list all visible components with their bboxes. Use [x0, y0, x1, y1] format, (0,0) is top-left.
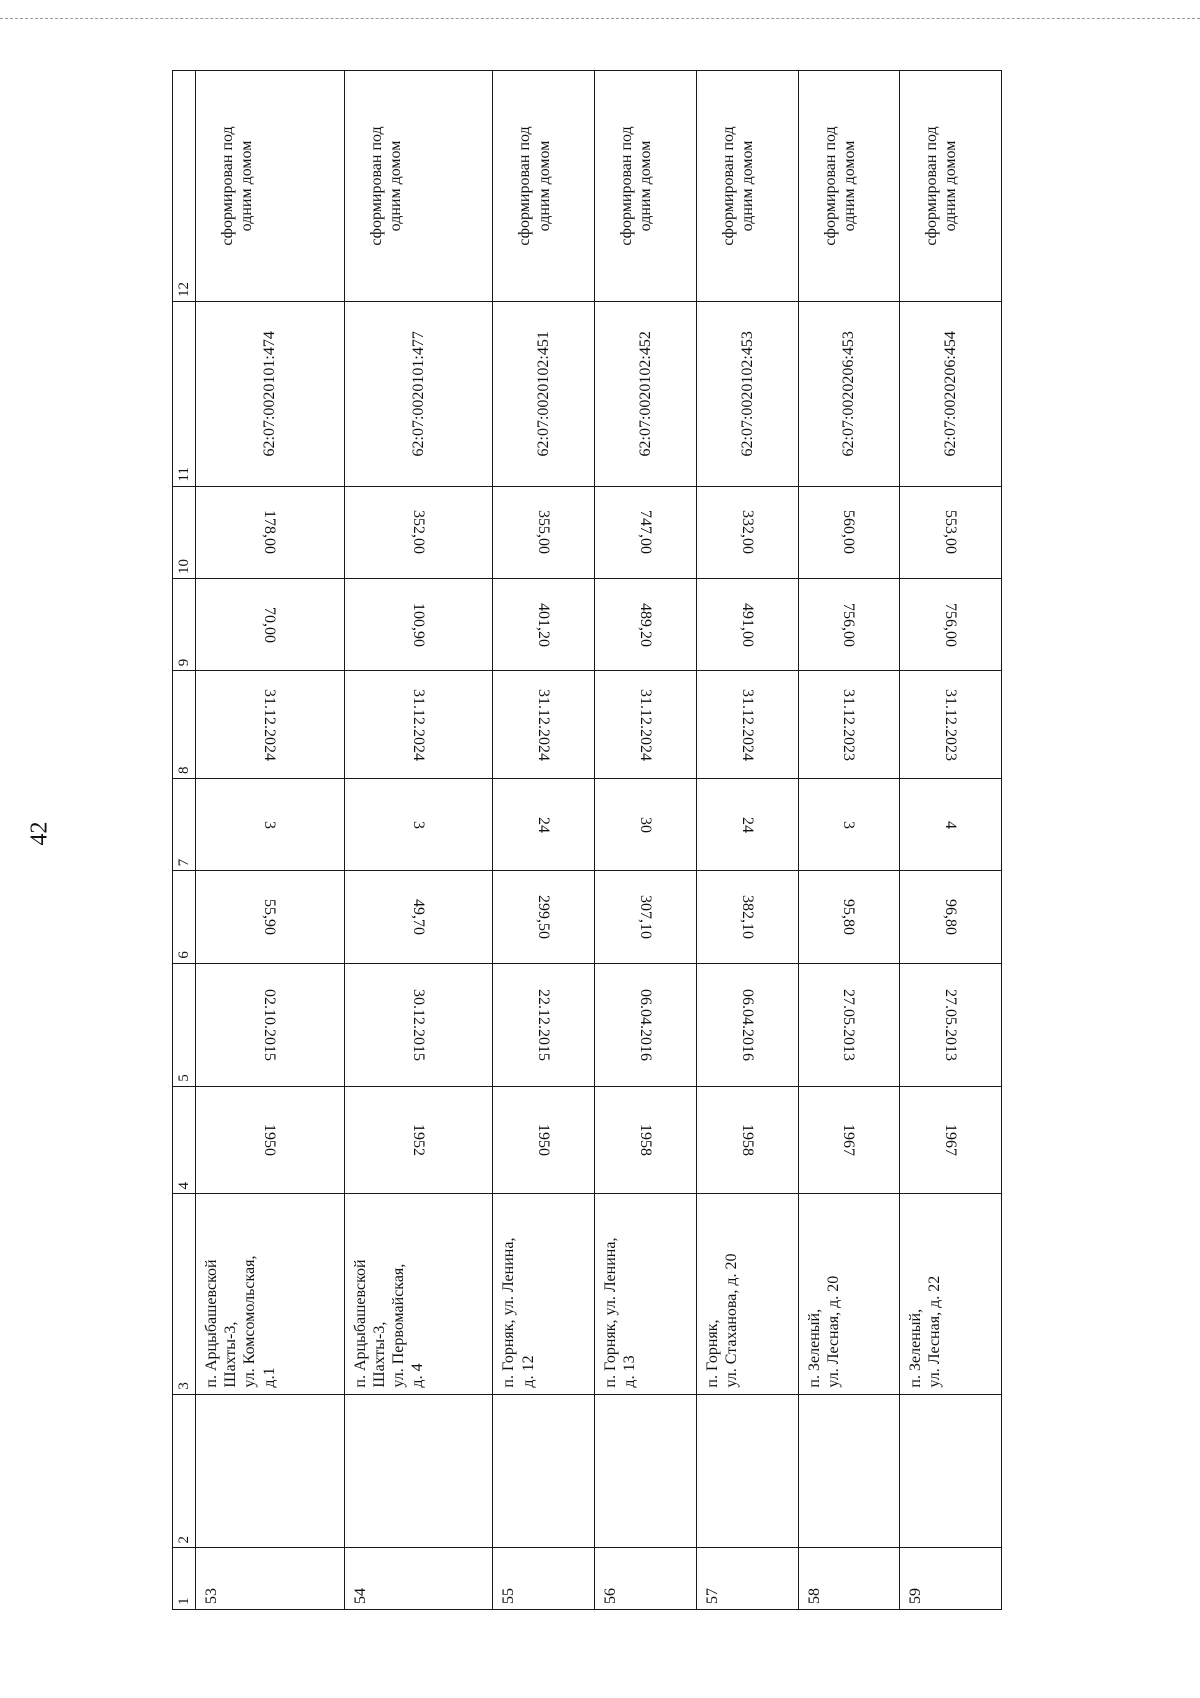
scan-edge-line: [0, 18, 1200, 19]
cadastral-number-cell: 62:07:0020102:451: [493, 301, 595, 486]
land-status-line: сформирован под: [516, 126, 534, 246]
land-status-line: сформирован под: [821, 126, 839, 246]
value-col10-cell-text: 355,00: [535, 510, 553, 555]
build-year-cell-text: 1950: [261, 1124, 279, 1157]
deadline-date-cell: [798, 671, 900, 779]
residents-count-cell: [900, 779, 1002, 871]
land-status-cell: [595, 71, 697, 302]
land-status-line: сформирован под: [367, 126, 385, 246]
value-col9-cell-text: 401,20: [535, 602, 553, 647]
build-year-cell: [696, 1086, 798, 1194]
living-area-cell: [696, 871, 798, 963]
living-area-cell: [344, 871, 493, 963]
land-status-cell: [696, 71, 798, 302]
value-col10-cell: [696, 486, 798, 578]
table-row: [595, 71, 697, 1610]
deadline-date-cell-text: 31.12.2024: [637, 688, 655, 761]
cadastral-number-cell: 62:07:0020206:453: [798, 301, 900, 486]
build-year-cell-text: 1967: [942, 1124, 960, 1157]
living-area-cell-text: 299,50: [535, 895, 553, 939]
cadastral-number-cell: 62:07:0020101:474: [196, 301, 345, 486]
address-line: п. Арцыбашевской: [351, 1259, 369, 1388]
build-year-cell-text: 1950: [535, 1124, 553, 1157]
address-line: ул. Стаханова, д. 20: [723, 1253, 741, 1388]
column-number-header: 6: [173, 871, 196, 963]
address-line: п. Зеленый,: [805, 1308, 823, 1388]
deadline-date-cell: [344, 671, 493, 779]
value-col10-cell-text: 178,00: [261, 510, 279, 555]
living-area-cell: [798, 871, 900, 963]
land-status-cell: [798, 71, 900, 302]
recognition-date-cell-text: 30.12.2015: [410, 988, 428, 1061]
living-area-cell-text: 95,80: [840, 899, 858, 935]
column-number-header: 7: [173, 779, 196, 871]
table-row: [798, 71, 900, 1610]
row-number-cell: 54: [344, 1548, 493, 1610]
residents-count-cell: [344, 779, 493, 871]
table-row: [900, 71, 1002, 1610]
deadline-date-cell: [900, 671, 1002, 779]
value-col10-cell: [798, 486, 900, 578]
land-status-line: одним домом: [942, 140, 960, 232]
column-number-row: [173, 71, 196, 1610]
address-line: п. Горняк, ул. Ленина,: [602, 1237, 620, 1388]
row-number-cell: 59: [900, 1548, 1002, 1610]
build-year-cell-text: 1967: [840, 1124, 858, 1157]
deadline-date-cell-text: 31.12.2024: [535, 688, 553, 761]
value-col9-cell-text: 756,00: [942, 602, 960, 647]
living-area-cell-text: 382,10: [738, 895, 756, 939]
address-line: п. Зеленый,: [907, 1308, 925, 1388]
living-area-cell: [196, 871, 345, 963]
build-year-cell: [196, 1086, 345, 1194]
column-number-header: 10: [173, 486, 196, 578]
recognition-date-cell-text: 27.05.2013: [942, 988, 960, 1061]
living-area-cell: [493, 871, 595, 963]
recognition-date-cell-text: 06.04.2016: [637, 988, 655, 1061]
recognition-date-cell: [493, 963, 595, 1086]
row-number-cell: 53: [196, 1548, 345, 1610]
residents-count-cell-text: 3: [410, 820, 428, 829]
land-status-line: одним домом: [535, 140, 553, 232]
column-number-header: 3: [173, 1194, 196, 1394]
build-year-cell: [344, 1086, 493, 1194]
residents-count-cell-text: 24: [738, 816, 756, 833]
recognition-date-cell-text: 22.12.2015: [535, 988, 553, 1061]
land-status-cell: [900, 71, 1002, 302]
address-line: д. 13: [621, 1355, 639, 1388]
address-line: Шахты-3,: [222, 1321, 240, 1388]
column-number-header: 4: [173, 1086, 196, 1194]
cadastral-number-cell: 62:07:0020102:452: [595, 301, 697, 486]
row-number-cell: 58: [798, 1548, 900, 1610]
residents-count-cell: [798, 779, 900, 871]
living-area-cell-text: 49,70: [410, 899, 428, 935]
living-area-cell: [595, 871, 697, 963]
land-status-line: одним домом: [386, 140, 404, 232]
housing-table: [172, 70, 1002, 1610]
address-line: ул. Лесная, д. 20: [824, 1275, 842, 1388]
residents-count-cell: [196, 779, 345, 871]
value-col10-cell: [900, 486, 1002, 578]
address-line: Шахты-3,: [370, 1321, 388, 1388]
table-body: [196, 71, 1002, 1610]
value-col9-cell: [344, 578, 493, 670]
row-number-cell: 55: [493, 1548, 595, 1610]
address-line: ул. Комсомольская,: [241, 1255, 259, 1388]
build-year-cell: [595, 1086, 697, 1194]
land-status-line: сформирован под: [219, 126, 236, 246]
address-line: п. Горняк,: [703, 1319, 721, 1388]
living-area-cell-text: 307,10: [637, 895, 655, 939]
living-area-cell: [900, 871, 1002, 963]
address-cell: [344, 1194, 493, 1394]
column-2-cell: [798, 1394, 900, 1548]
table-row: [344, 71, 493, 1610]
land-status-line: сформирован под: [618, 126, 636, 246]
address-cell: [595, 1194, 697, 1394]
address-cell: [798, 1194, 900, 1394]
recognition-date-cell: [344, 963, 493, 1086]
value-col9-cell-text: 100,90: [410, 602, 428, 647]
column-2-cell: [900, 1394, 1002, 1548]
column-number-header: 12: [173, 71, 196, 302]
recognition-date-cell: [595, 963, 697, 1086]
row-number-cell: 56: [595, 1548, 697, 1610]
address-line: ул. Лесная, д. 22: [926, 1275, 944, 1388]
row-number-cell: 57: [696, 1548, 798, 1610]
deadline-date-cell: [595, 671, 697, 779]
value-col9-cell: [595, 578, 697, 670]
land-status-cell: [493, 71, 595, 302]
column-2-cell: [493, 1394, 595, 1548]
value-col10-cell-text: 560,00: [840, 510, 858, 555]
recognition-date-cell-text: 27.05.2013: [840, 988, 858, 1061]
column-2-cell: [595, 1394, 697, 1548]
recognition-date-cell: [900, 963, 1002, 1086]
recognition-date-cell: [798, 963, 900, 1086]
value-col10-cell-text: 352,00: [410, 510, 428, 555]
address-line: д. 4: [409, 1363, 427, 1388]
deadline-date-cell: [696, 671, 798, 779]
build-year-cell: [493, 1086, 595, 1194]
build-year-cell-text: 1958: [738, 1124, 756, 1157]
address-line: ул. Первомайская,: [390, 1263, 408, 1388]
deadline-date-cell-text: 31.12.2024: [410, 688, 428, 761]
column-2-cell: [696, 1394, 798, 1548]
value-col9-cell-text: 756,00: [840, 602, 858, 647]
residents-count-cell-text: 24: [535, 816, 553, 833]
land-status-line: одним домом: [840, 140, 858, 232]
column-number-header: 5: [173, 963, 196, 1086]
column-2-cell: [196, 1394, 345, 1548]
column-2-cell: [344, 1394, 493, 1548]
column-number-header: 9: [173, 578, 196, 670]
recognition-date-cell: [696, 963, 798, 1086]
land-status-line: одним домом: [637, 140, 655, 232]
page-number: 42: [26, 821, 53, 846]
residents-count-cell-text: 4: [942, 820, 960, 829]
value-col9-cell: [900, 578, 1002, 670]
value-col9-cell-text: 491,00: [738, 602, 756, 647]
address-cell: [493, 1194, 595, 1394]
recognition-date-cell-text: 02.10.2015: [261, 988, 279, 1061]
residents-count-cell: [696, 779, 798, 871]
table-row: [696, 71, 798, 1610]
column-number-header: 1: [173, 1548, 196, 1610]
address-line: д.1: [260, 1367, 278, 1388]
value-col10-cell-text: 553,00: [942, 510, 960, 555]
residents-count-cell: [493, 779, 595, 871]
residents-count-cell: [595, 779, 697, 871]
residents-count-cell-text: 3: [261, 820, 279, 829]
deadline-date-cell: [493, 671, 595, 779]
address-line: д. 12: [519, 1355, 537, 1388]
value-col10-cell: [595, 486, 697, 578]
value-col9-cell: [798, 578, 900, 670]
build-year-cell-text: 1958: [637, 1124, 655, 1157]
deadline-date-cell-text: 31.12.2024: [738, 688, 756, 761]
value-col9-cell-text: 70,00: [261, 606, 279, 643]
table-row: [493, 71, 595, 1610]
address-cell: [900, 1194, 1002, 1394]
column-number-header: 8: [173, 671, 196, 779]
column-number-header: 11: [173, 301, 196, 486]
value-col10-cell-text: 332,00: [738, 510, 756, 555]
recognition-date-cell: [196, 963, 345, 1086]
value-col9-cell: [493, 578, 595, 670]
value-col9-cell: [696, 578, 798, 670]
living-area-cell-text: 96,80: [942, 899, 960, 935]
value-col10-cell-text: 747,00: [637, 510, 655, 555]
deadline-date-cell: [196, 671, 345, 779]
rotated-table-frame: [172, 70, 1002, 1610]
value-col9-cell-text: 489,20: [637, 602, 655, 647]
cadastral-number-cell: 62:07:0020101:477: [344, 301, 493, 486]
land-status-line: одним домом: [238, 140, 256, 232]
recognition-date-cell-text: 06.04.2016: [738, 988, 756, 1061]
value-col10-cell: [344, 486, 493, 578]
land-status-line: сформирован под: [923, 126, 941, 246]
address-line: п. Горняк, ул. Ленина,: [500, 1237, 518, 1388]
land-status-cell: [196, 71, 345, 302]
housing-table-container: [172, 70, 1002, 1610]
cadastral-number-cell: 62:07:0020206:454: [900, 301, 1002, 486]
build-year-cell: [900, 1086, 1002, 1194]
address-cell: [696, 1194, 798, 1394]
deadline-date-cell-text: 31.12.2023: [942, 688, 960, 761]
build-year-cell-text: 1952: [410, 1124, 428, 1157]
value-col10-cell: [196, 486, 345, 578]
deadline-date-cell-text: 31.12.2023: [840, 688, 858, 761]
land-status-line: одним домом: [739, 140, 757, 232]
address-cell: [196, 1194, 345, 1394]
build-year-cell: [798, 1086, 900, 1194]
value-col9-cell: [196, 578, 345, 670]
address-line: п. Арцыбашевской: [203, 1259, 220, 1388]
land-status-line: сформирован под: [719, 126, 737, 246]
value-col10-cell: [493, 486, 595, 578]
column-number-header: 2: [173, 1394, 196, 1548]
deadline-date-cell-text: 31.12.2024: [261, 688, 279, 761]
residents-count-cell-text: 3: [840, 820, 858, 829]
cadastral-number-cell: 62:07:0020102:453: [696, 301, 798, 486]
residents-count-cell-text: 30: [637, 816, 655, 833]
land-status-cell: [344, 71, 493, 302]
living-area-cell-text: 55,90: [261, 899, 279, 935]
table-row: [196, 71, 345, 1610]
